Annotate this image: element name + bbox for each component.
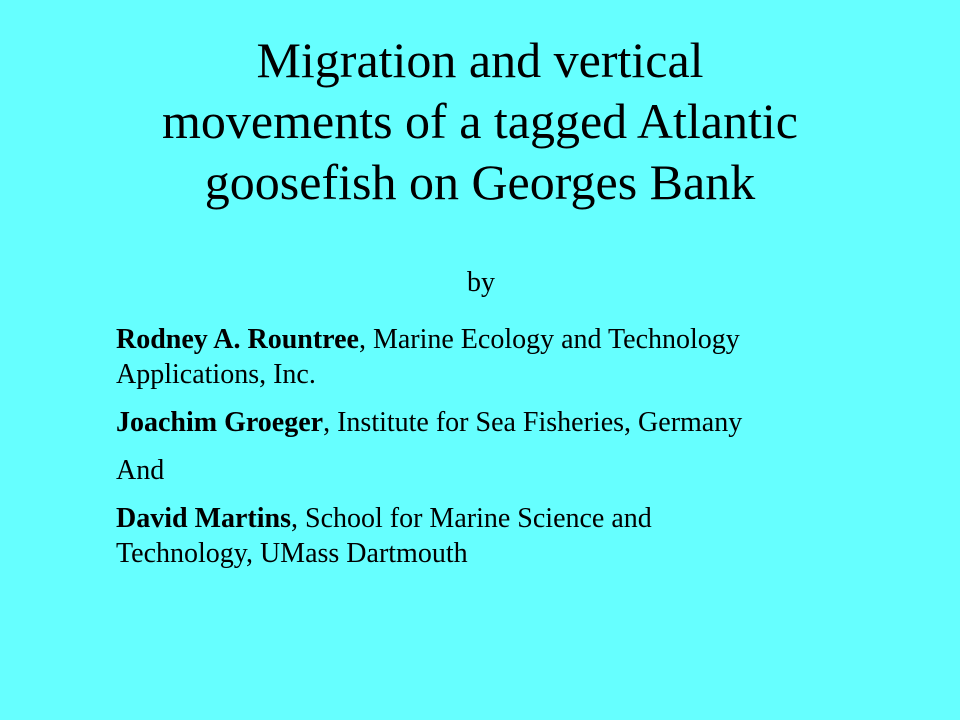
- author-list: [116, 322, 916, 584]
- author-name: Joachim Groeger: [116, 407, 324, 438]
- author-affiliation: , Marine Ecology and Technology: [358, 324, 740, 355]
- author-affiliation-cont: Technology, UMass Dartmouth: [116, 538, 468, 569]
- byline: [0, 266, 960, 300]
- title-line-1: Migration and vertical: [256, 32, 704, 88]
- title-line-3: goosefish on Georges Bank: [204, 154, 756, 210]
- byline-text: by: [467, 267, 495, 298]
- author-affiliation: , School for Marine Science and: [291, 503, 652, 534]
- title-line-2: movements of a tagged Atlantic: [162, 93, 798, 149]
- author-affiliation-cont: Applications, Inc.: [116, 359, 316, 390]
- author-entry-martins: [116, 501, 916, 571]
- slide-title: [60, 30, 900, 213]
- author-name: Rodney A. Rountree: [116, 324, 359, 355]
- author-entry-groeger: [116, 405, 916, 440]
- author-affiliation: , Institute for Sea Fisheries, Germany: [323, 407, 743, 438]
- author-conjunction: And: [116, 455, 165, 486]
- author-name: David Martins: [116, 503, 291, 534]
- author-entry-rountree: [116, 322, 916, 392]
